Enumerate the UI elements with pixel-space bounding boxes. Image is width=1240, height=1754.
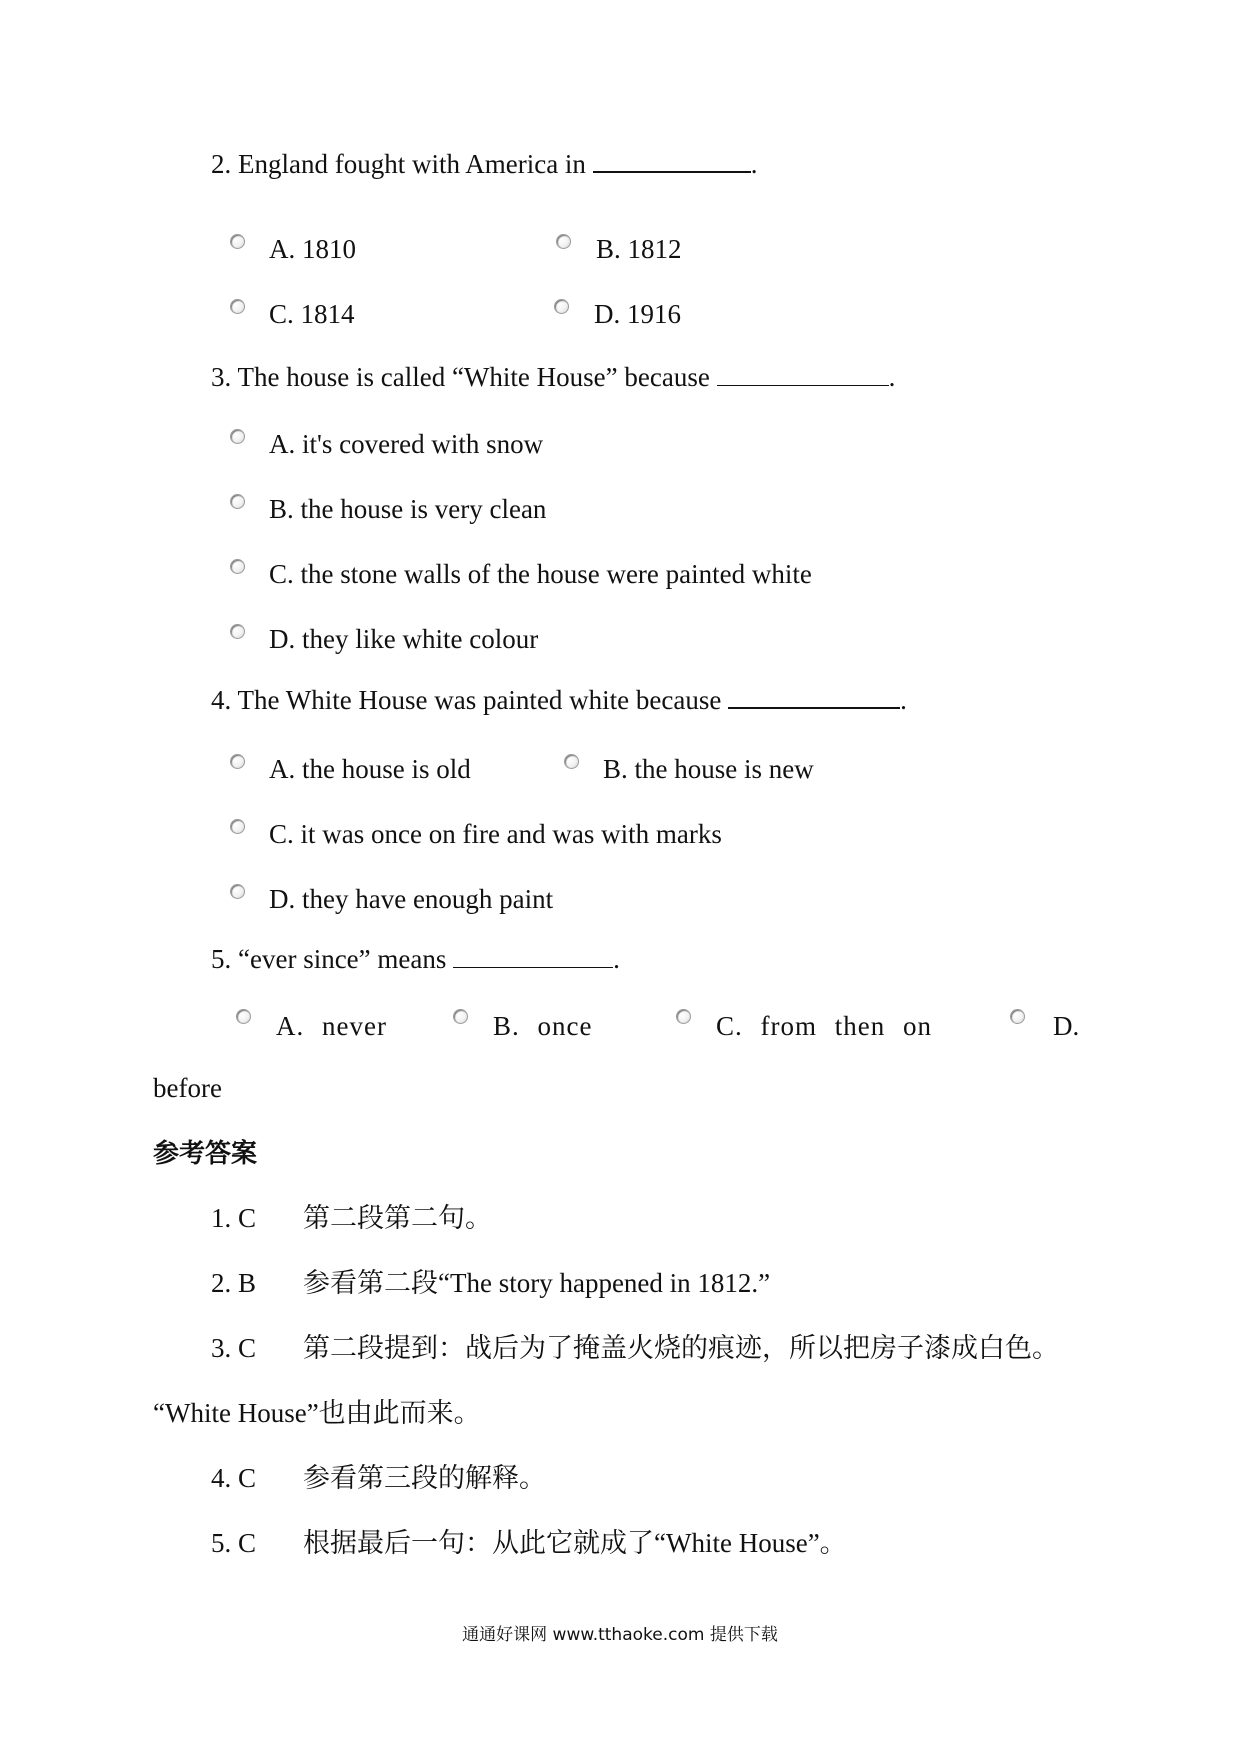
answer-3-number: 3. C	[211, 1333, 257, 1363]
question-5	[211, 942, 620, 976]
page-footer: 通通好课网 www.tthaoke.com 提供下载	[462, 1625, 778, 1645]
q3-option-c-label: C. the stone walls of the house were painted white	[269, 559, 812, 589]
q5-option-d-radio[interactable]	[1010, 1009, 1025, 1024]
q5-option-a-radio[interactable]	[236, 1009, 251, 1024]
q4-option-c-label: C. it was once on fire and was with marks	[269, 819, 722, 849]
q4-option-a-label: A. the house is old	[269, 754, 471, 784]
question-2-prompt: 2. England fought with America in	[211, 149, 586, 179]
answer-1-text: 第二段第二句。	[303, 1203, 492, 1233]
question-4-blank	[728, 685, 900, 709]
answer-3-continuation: “White House”也由此而来。	[153, 1398, 481, 1428]
q2-option-a-radio[interactable]	[230, 234, 245, 249]
question-2-blank	[593, 149, 751, 173]
question-2	[211, 147, 757, 181]
q3-option-d-label: D. they like white colour	[269, 624, 539, 654]
q5-option-c-radio[interactable]	[676, 1009, 691, 1024]
q3-option-b-radio[interactable]	[230, 494, 245, 509]
q2-option-a-label: A. 1810	[269, 234, 356, 264]
question-5-blank	[453, 945, 613, 968]
answer-3-text: 第二段提到：战后为了掩盖火烧的痕迹，所以把房子漆成白色。	[303, 1333, 1059, 1363]
question-3-prompt: 3. The house is called “White House” because	[211, 362, 710, 392]
question-3-blank	[717, 363, 889, 386]
answer-1-number: 1. C	[211, 1203, 257, 1233]
q5-option-a-label: A. never	[276, 1011, 387, 1041]
q2-option-c-radio[interactable]	[230, 299, 245, 314]
q4-option-c-radio[interactable]	[230, 819, 245, 834]
question-4-suffix: .	[900, 685, 907, 715]
q4-option-b-label: B. the house is new	[603, 754, 814, 784]
q5-option-b-label: B. once	[493, 1011, 593, 1041]
question-4	[211, 683, 907, 717]
answer-2-text: 参看第二段“The story happened in 1812.”	[303, 1268, 771, 1298]
q3-option-b-label: B. the house is very clean	[269, 494, 547, 524]
answers-heading: 参考答案	[153, 1139, 258, 1169]
q5-option-d-label: D.	[1053, 1011, 1080, 1041]
answer-5-number: 5. C	[211, 1528, 257, 1558]
q2-option-c-label: C. 1814	[269, 299, 355, 329]
question-4-prompt: 4. The White House was painted white because	[211, 685, 722, 715]
q5-option-b-radio[interactable]	[453, 1009, 468, 1024]
q2-option-b-label: B. 1812	[596, 234, 682, 264]
question-5-suffix: .	[613, 944, 620, 974]
q4-option-d-label: D. they have enough paint	[269, 884, 554, 914]
answer-4-number: 4. C	[211, 1463, 257, 1493]
q4-option-a-radio[interactable]	[230, 754, 245, 769]
question-3-suffix: .	[888, 362, 896, 392]
q3-option-d-radio[interactable]	[230, 624, 245, 639]
q2-option-d-radio[interactable]	[554, 299, 569, 314]
question-5-prompt: 5. “ever since” means	[211, 944, 447, 974]
q3-option-a-label: A. it's covered with snow	[269, 429, 544, 459]
q5-option-c-label: C. from then on	[716, 1011, 932, 1041]
q5-option-d-wrap: before	[153, 1073, 222, 1103]
answer-4-text: 参看第三段的解释。	[303, 1463, 546, 1493]
q4-option-d-radio[interactable]	[230, 884, 245, 899]
question-2-suffix: .	[750, 149, 758, 179]
q3-option-a-radio[interactable]	[230, 429, 245, 444]
q2-option-d-label: D. 1916	[594, 299, 681, 329]
q4-option-b-radio[interactable]	[564, 754, 579, 769]
q2-option-b-radio[interactable]	[556, 234, 571, 249]
question-3	[211, 360, 895, 394]
q3-option-c-radio[interactable]	[230, 559, 245, 574]
answer-5-text: 根据最后一句：从此它就成了“White House”。	[303, 1528, 847, 1558]
answer-2-number: 2. B	[211, 1268, 257, 1298]
